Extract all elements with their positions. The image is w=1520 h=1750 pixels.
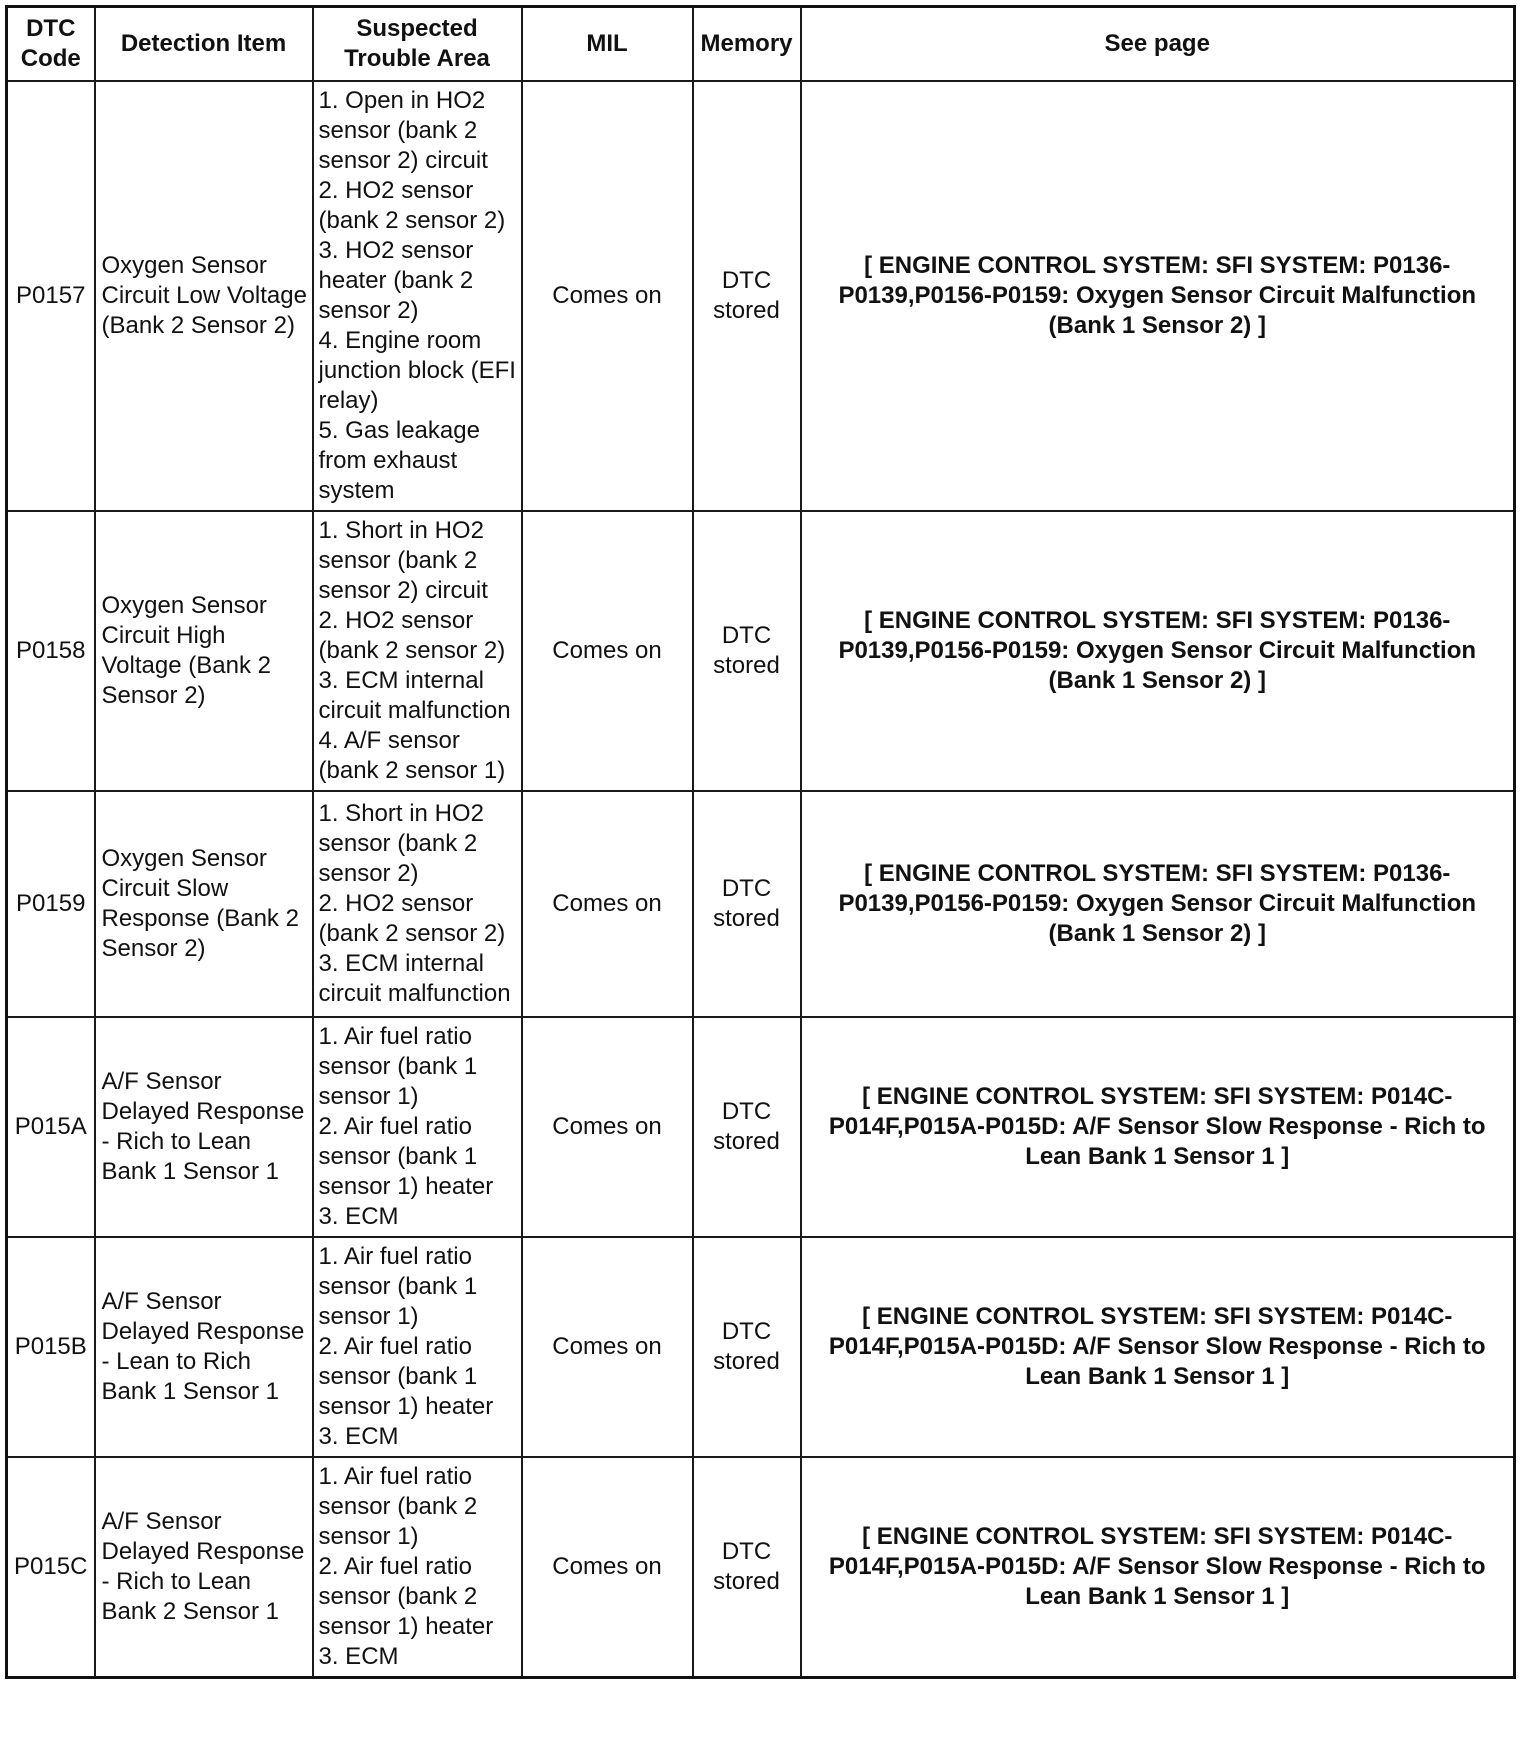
dtc-code-cell: P0157 [7,81,95,511]
header-see-page: See page [801,7,1515,82]
header-dtc-code [7,7,95,82]
memory-cell: DTC stored [693,1017,801,1237]
mil-cell: Comes on [522,1237,693,1457]
detection-item-cell: Oxygen Sensor Circuit High Voltage (Bank 2 Sensor 2) [95,511,313,791]
header-area-line-1: Suspected [356,15,478,42]
header-dtc-code-line-2: Code [20,45,81,72]
memory-cell: DTC stored [693,791,801,1017]
trouble-area-entry: 2. Air fuel ratio sensor (bank 1 sensor 1) heater [318,1333,494,1420]
header-memory: Memory [693,7,801,82]
see-page-link[interactable]: [ ENGINE CONTROL SYSTEM: SFI SYSTEM: P014C-P014F,P015A-P015D: A/F Sensor Slow Response - Rich to Lean Bank 1 Sensor 1 ] [801,1017,1515,1237]
trouble-area-entry: 3. ECM [318,1643,399,1670]
memory-cell: DTC stored [693,1237,801,1457]
header-dtc-code-line-1: DTC [26,15,76,42]
header-area-line-2: Trouble Area [344,45,490,72]
dtc-code-cell: P015A [7,1017,95,1237]
dtc-code-cell: P015B [7,1237,95,1457]
see-page-link[interactable]: [ ENGINE CONTROL SYSTEM: SFI SYSTEM: P0136-P0139,P0156-P0159: Oxygen Sensor Circuit Malfunction (Bank 1 Sensor 2) ] [801,511,1515,791]
trouble-area-entry: 2. Air fuel ratio sensor (bank 1 sensor 1) heater [318,1113,494,1200]
trouble-area-entry: 3. HO2 sensor heater (bank 2 sensor 2) [318,237,474,324]
table-row [7,1237,1515,1457]
dtc-table-container [5,5,1513,1679]
mil-cell: Comes on [522,1017,693,1237]
trouble-area-entry: 2. Air fuel ratio sensor (bank 2 sensor 1) heater [318,1553,494,1640]
trouble-area-entry: 1. Short in HO2 sensor (bank 2 sensor 2) [318,800,484,887]
see-page-link[interactable]: [ ENGINE CONTROL SYSTEM: SFI SYSTEM: P014C-P014F,P015A-P015D: A/F Sensor Slow Response - Rich to Lean Bank 1 Sensor 1 ] [801,1237,1515,1457]
trouble-area-cell [313,81,522,511]
trouble-area-entry: 2. HO2 sensor (bank 2 sensor 2) [318,890,506,947]
table-row [7,1017,1515,1237]
header-row [7,7,1515,82]
trouble-area-entry: 1. Air fuel ratio sensor (bank 1 sensor 1) [318,1243,478,1330]
mil-cell: Comes on [522,511,693,791]
trouble-area-entry: 3. ECM internal circuit malfunction [318,950,511,1007]
trouble-area-entry: 5. Gas leakage from exhaust system [318,417,480,504]
trouble-area-cell [313,791,522,1017]
memory-cell: DTC stored [693,1457,801,1678]
dtc-code-cell: P015C [7,1457,95,1678]
table-row [7,1457,1515,1678]
header-suspected-trouble-area [313,7,522,82]
dtc-table [5,5,1516,1679]
memory-cell: DTC stored [693,511,801,791]
header-mil: MIL [522,7,693,82]
trouble-area-entry: 3. ECM [318,1423,399,1450]
table-row [7,81,1515,511]
detection-item-cell: Oxygen Sensor Circuit Slow Response (Bank 2 Sensor 2) [95,791,313,1017]
see-page-link[interactable]: [ ENGINE CONTROL SYSTEM: SFI SYSTEM: P014C-P014F,P015A-P015D: A/F Sensor Slow Response - Rich to Lean Bank 1 Sensor 1 ] [801,1457,1515,1678]
memory-cell: DTC stored [693,81,801,511]
trouble-area-entry: 4. A/F sensor (bank 2 sensor 1) [318,727,506,784]
table-row [7,511,1515,791]
detection-item-cell: Oxygen Sensor Circuit Low Voltage (Bank 2 Sensor 2) [95,81,313,511]
trouble-area-entry: 3. ECM [318,1203,399,1230]
detection-item-cell: A/F Sensor Delayed Response - Rich to Lean Bank 2 Sensor 1 [95,1457,313,1678]
see-page-link[interactable]: [ ENGINE CONTROL SYSTEM: SFI SYSTEM: P0136-P0139,P0156-P0159: Oxygen Sensor Circuit Malfunction (Bank 1 Sensor 2) ] [801,791,1515,1017]
mil-cell: Comes on [522,1457,693,1678]
trouble-area-cell [313,511,522,791]
see-page-link[interactable]: [ ENGINE CONTROL SYSTEM: SFI SYSTEM: P0136-P0139,P0156-P0159: Oxygen Sensor Circuit Malfunction (Bank 1 Sensor 2) ] [801,81,1515,511]
detection-item-cell: A/F Sensor Delayed Response - Rich to Lean Bank 1 Sensor 1 [95,1017,313,1237]
mil-cell: Comes on [522,791,693,1017]
trouble-area-entry: 1. Air fuel ratio sensor (bank 2 sensor 1) [318,1463,478,1550]
table-row [7,791,1515,1017]
trouble-area-entry: 1. Open in HO2 sensor (bank 2 sensor 2) circuit [318,87,488,174]
dtc-code-cell: P0159 [7,791,95,1017]
detection-item-cell: A/F Sensor Delayed Response - Lean to Rich Bank 1 Sensor 1 [95,1237,313,1457]
trouble-area-entry: 4. Engine room junction block (EFI relay) [318,327,516,414]
trouble-area-entry: 1. Air fuel ratio sensor (bank 1 sensor 1) [318,1023,478,1110]
mil-cell: Comes on [522,81,693,511]
trouble-area-entry: 3. ECM internal circuit malfunction [318,667,511,724]
trouble-area-cell [313,1237,522,1457]
header-detection-item: Detection Item [95,7,313,82]
trouble-area-cell [313,1457,522,1678]
trouble-area-entry: 1. Short in HO2 sensor (bank 2 sensor 2) circuit [318,517,488,604]
trouble-area-entry: 2. HO2 sensor (bank 2 sensor 2) [318,177,506,234]
dtc-code-cell: P0158 [7,511,95,791]
trouble-area-cell [313,1017,522,1237]
trouble-area-entry: 2. HO2 sensor (bank 2 sensor 2) [318,607,506,664]
